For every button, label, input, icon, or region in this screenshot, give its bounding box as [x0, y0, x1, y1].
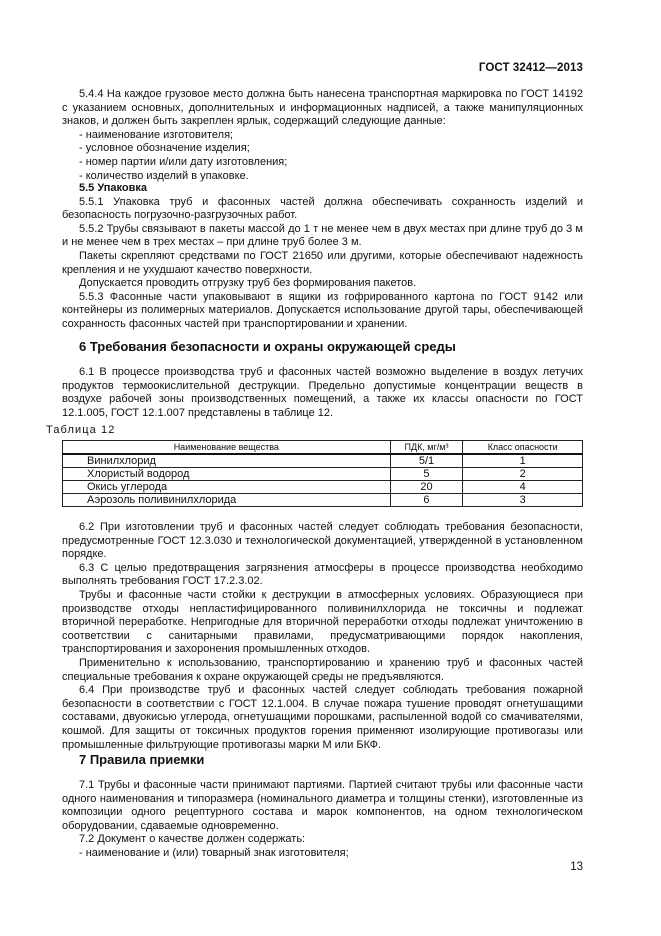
paragraph: 5.5.2 Трубы связывают в пакеты массой до 1 т не менее чем в двух местах при длине труб до 3 м и не менее чем в трех местах – при длине труб более 3 м.	[62, 222, 583, 249]
section-7-title: 7 Правила приемки	[79, 752, 205, 767]
page-number: 13	[570, 861, 583, 873]
list-item: - условное обозначение изделия;	[79, 142, 250, 155]
table-row	[63, 468, 583, 481]
paragraph: Пакеты скрепляют средствами по ГОСТ 21650 или другими, которые обеспечивают надежность крепления и не ухудшают качество поверхности.	[62, 249, 583, 276]
paragraph: Допускается проводить отгрузку труб без формирования пакетов.	[79, 277, 417, 290]
section-6-1-block	[62, 366, 583, 420]
paragraph: 6.4 При производстве труб и фасонных частей следует соблюдать требования пожарной безопасности в соответствии с ГОСТ 12.1.004. В случае пожара тушение проводят огнетушащими составами, двуокисью углерода, огнетушащими порошками, распыленной водой со смачивателями, кошмой. Для защиты от токсичных продуктов горения применяют изолирующие противогазы или промышленные фильтрующие противогазы марки М или БКФ.	[62, 684, 583, 751]
table-cell: 3	[463, 494, 583, 507]
subsection-title: 5.5 Упаковка	[79, 182, 147, 194]
paragraph: 7.2 Документ о качестве должен содержать:	[79, 833, 306, 846]
paragraph: Трубы и фасонные части стойки к деструкции в атмосферных условиях. Образующиеся при производстве отходы непластифицированного поливинилхлорида не токсичны и подлежат вторичной переработке. Непригодные для вторичной переработки отходы подлежат уничтожению в соответствии с санитарными правилами, предусматривающими порядок накопления, транспортирования и захоронения промышленных отходов.	[62, 588, 583, 656]
paragraph: 6.2 При изготовлении труб и фасонных частей следует соблюдать требования безопасности, предусмотренные ГОСТ 12.3.030 и технологической документацией, утвержденной в установленном порядке.	[62, 521, 583, 561]
paragraph: 7.1 Трубы и фасонные части принимают партиями. Партией считают трубы или фасонные части одного наименования и типоразмера (номинального диаметра и толщины стенки), изготовленные из композиции одного рецептурного состава и марок компонентов, на одном технологическом оборудовании, сдаваемые одновременно.	[62, 779, 583, 832]
section-7-block	[62, 779, 583, 861]
section-6-title: 6 Требования безопасности и охраны окружающей среды	[79, 339, 456, 354]
list-item: - количество изделий в упаковке.	[79, 169, 249, 182]
table-cell: 4	[463, 481, 583, 494]
list-item: - наименование изготовителя;	[79, 128, 234, 141]
paragraph: 6.3 С целью предотвращения загрязнения атмосферы в процессе производства необходимо выполнять требования ГОСТ 17.2.3.02.	[62, 561, 583, 588]
list-item: - номер партии и/или дату изготовления;	[79, 155, 288, 168]
column-header: ПДК, мг/м³	[390, 441, 463, 455]
hazard-table	[62, 440, 583, 507]
paragraph: 5.5.1 Упаковка труб и фасонных частей должна обеспечивать сохранность изделий и безопасность погрузочно-разгрузочных работ.	[62, 195, 583, 222]
document-header: ГОСТ 32412—2013	[478, 62, 583, 74]
table-header-row	[63, 441, 583, 455]
table-caption: Таблица 12	[46, 424, 116, 436]
table-cell: Винилхлорид	[63, 454, 391, 468]
table-cell: 2	[463, 468, 583, 481]
table-cell: 1	[463, 454, 583, 468]
table-cell: 5/1	[390, 454, 463, 468]
table-cell: 5	[390, 468, 463, 481]
paragraph: 5.4.4 На каждое грузовое место должна быть нанесена транспортная маркировка по ГОСТ 14192 с указанием основных, дополнительных и информационных надписей, а также манипуляционных знаков, и должен быть закреплен ярлык, содержащий следующие данные:	[62, 88, 583, 128]
table-cell: 6	[390, 494, 463, 507]
section-5-4-block	[62, 88, 583, 183]
column-header: Класс опасности	[463, 441, 583, 455]
section-6-2-block	[62, 521, 583, 752]
column-header: Наименование вещества	[63, 441, 391, 455]
table-row	[63, 454, 583, 468]
list-item: - наименование и (или) товарный знак изготовителя;	[79, 846, 349, 859]
paragraph: 5.5.3 Фасонные части упаковывают в ящики из гофрированного картона по ГОСТ 9142 или контейнеры из полимерных материалов. Допускается использование другой тары, обеспечивающей сохранность фасонных частей при транспортировании и хранении.	[62, 290, 583, 330]
table-row	[63, 481, 583, 494]
section-5-5-block	[62, 182, 583, 332]
table-row	[63, 494, 583, 507]
table-cell: Окись углерода	[63, 481, 391, 494]
table-cell: 20	[390, 481, 463, 494]
paragraph: Применительно к использованию, транспортированию и хранению труб и фасонных частей специальные требования к охране окружающей среды не предъявляются.	[62, 656, 583, 683]
paragraph: 6.1 В процессе производства труб и фасонных частей возможно выделение в воздух летучих продуктов термоокислительной деструкции. Предельно допустимые концентрации веществ в воздухе рабочей зоны производственных помещений, а также их классы опасности по ГОСТ 12.1.005, ГОСТ 12.1.007 представлены в таблице 12.	[62, 366, 583, 419]
table-cell: Аэрозоль поливинилхлорида	[63, 494, 391, 507]
table-cell: Хлористый водород	[63, 468, 391, 481]
